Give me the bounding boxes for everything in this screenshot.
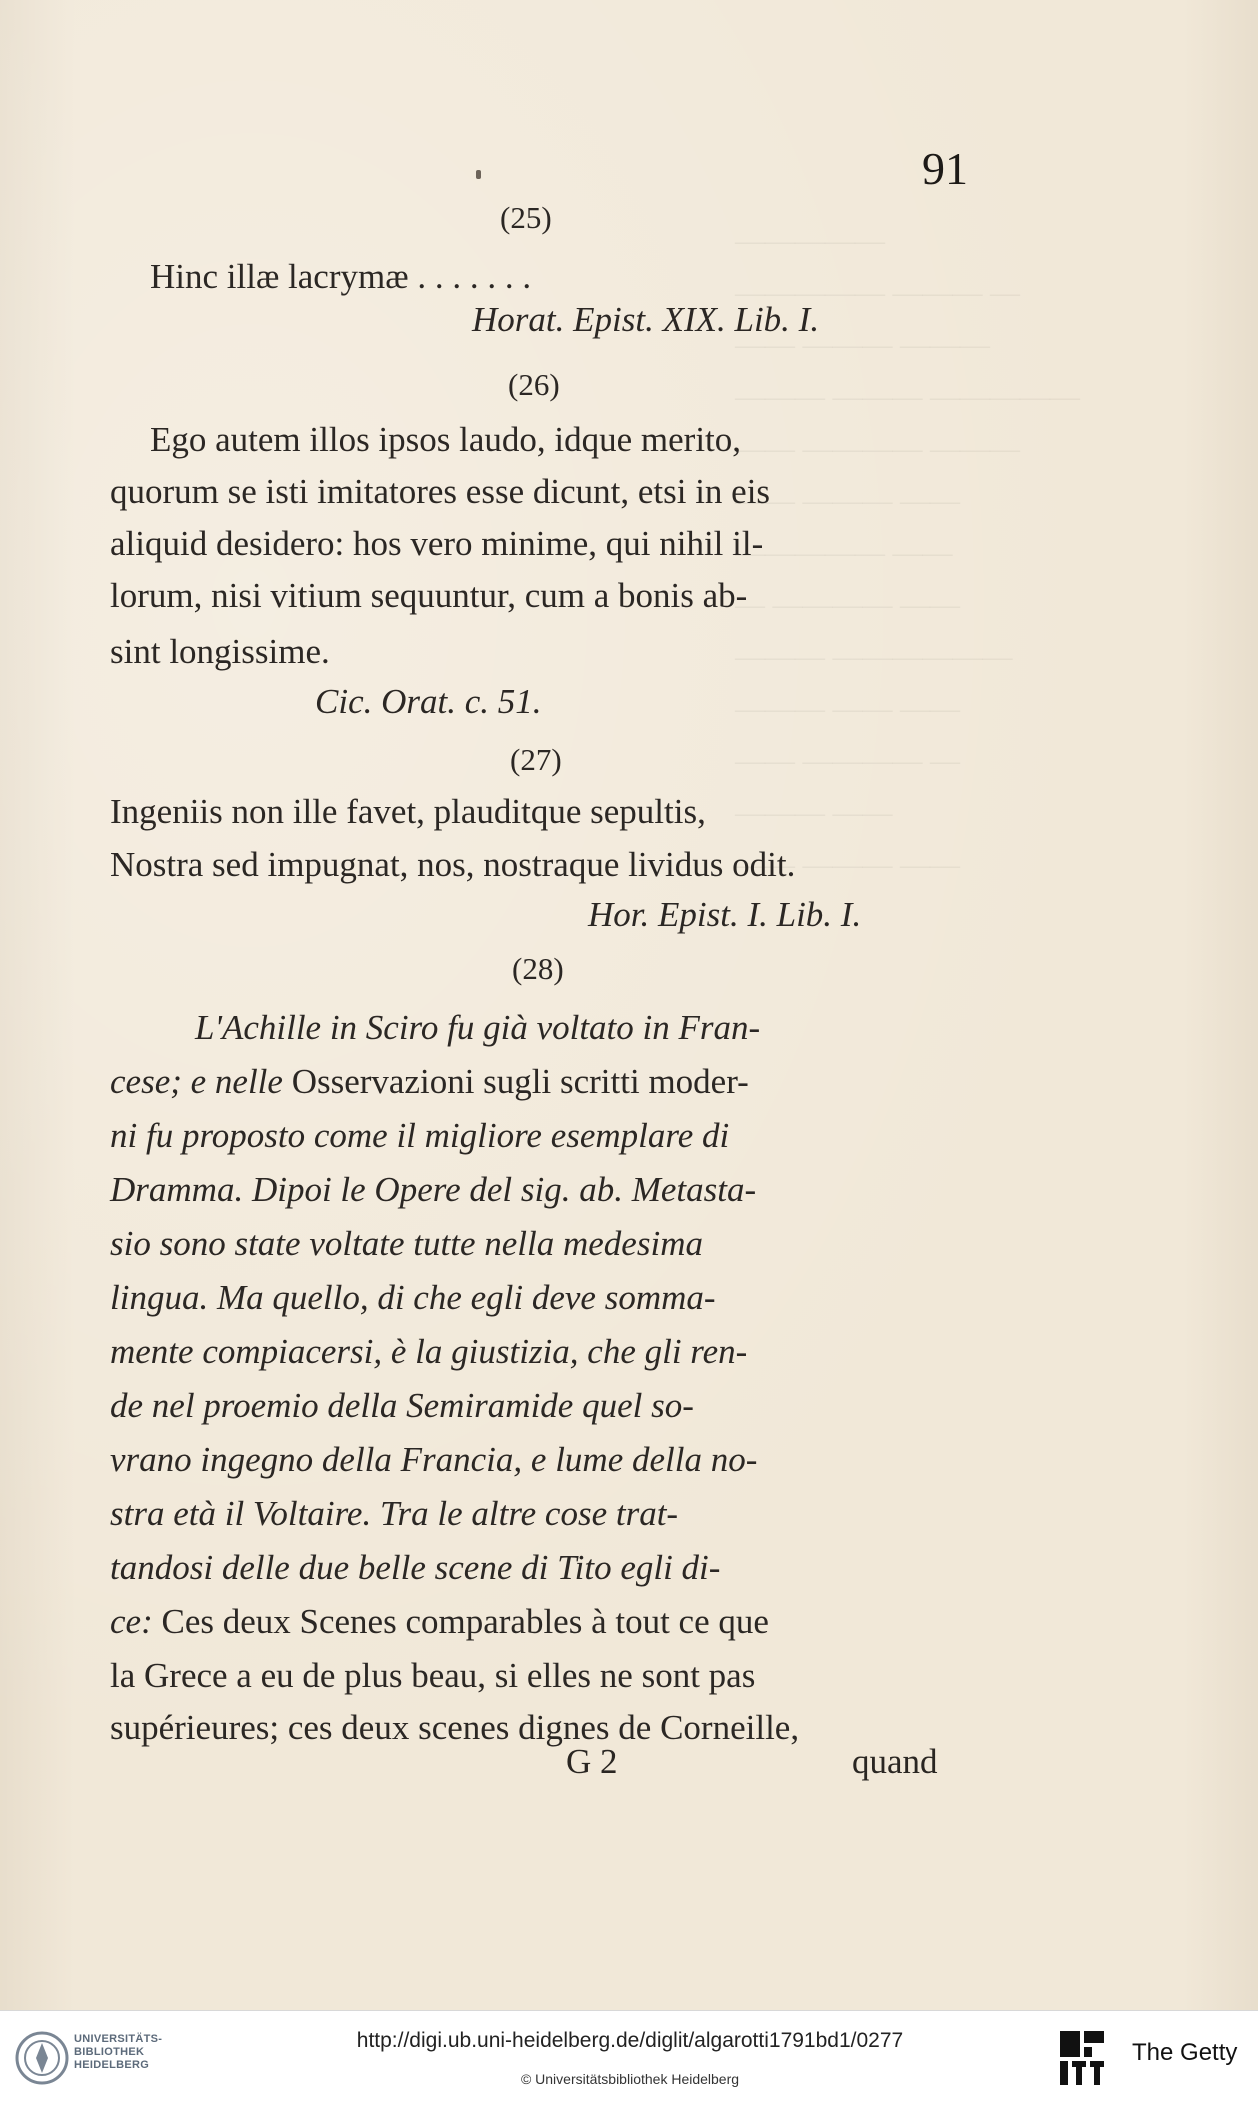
note-26-line: Ego autem illos ipsos laudo, idque merito, bbox=[150, 420, 742, 459]
note-27-citation: Hor. Epist. I. Lib. I. bbox=[588, 895, 862, 934]
note-28-french-quote: la Grece a eu de plus beau, si elles ne sont pas bbox=[110, 1656, 756, 1695]
note-28-line: stra età il Voltaire. Tra le altre cose trat- bbox=[110, 1494, 679, 1533]
note-28-line: ni fu proposto come il migliore esemplare di bbox=[110, 1116, 730, 1155]
note-28-line: L'Achille in Sciro fu già voltato in Fran- bbox=[195, 1008, 761, 1047]
note-27-verse: Ingeniis non ille favet, plauditque sepultis, bbox=[110, 792, 706, 831]
note-28-roman-run: Osservazioni sugli scritti moder- bbox=[291, 1062, 749, 1101]
note-26-line: aliquid desidero: hos vero minime, qui nihil il- bbox=[110, 524, 764, 563]
note-28-french-quote: supérieures; ces deux scenes dignes de Corneille, bbox=[110, 1708, 800, 1747]
bleed-through-text: ————— ————— ——— — —— ——— ——— ——— ——— ————— —— ———— ——— —— ——— —— ————— —— — ———— —— ——— —————— ——— —— —— —— ———— — ——— —— —— ——— —— bbox=[735, 224, 1080, 881]
note-28-line: lingua. Ma quello, di che egli deve somma- bbox=[110, 1278, 716, 1317]
institution-name bbox=[74, 2033, 162, 2072]
note-26-line: lorum, nisi vitium sequuntur, cum a bonis ab- bbox=[110, 576, 748, 615]
note-25-line: Hinc illæ lacrymæ . . . . . . . bbox=[150, 257, 532, 296]
institution-line: HEIDELBERG bbox=[74, 2059, 150, 2071]
note-28-line bbox=[110, 1060, 749, 1104]
note-number-27: (27) bbox=[510, 742, 562, 777]
note-28-italic-run: cese; e nelle bbox=[110, 1062, 283, 1101]
note-28-line bbox=[110, 1600, 769, 1644]
note-28-italic-run: ce: bbox=[110, 1602, 153, 1641]
copyright-notice: © Universitätsbibliothek Heidelberg bbox=[520, 2071, 740, 2087]
note-28-line: mente compiacersi, è la giustizia, che gli ren- bbox=[110, 1332, 748, 1371]
note-28-french-quote: Ces deux Scenes comparables à tout ce que bbox=[161, 1602, 769, 1641]
note-28-line: de nel proemio della Semiramide quel so- bbox=[110, 1386, 694, 1425]
folio-number: 91 bbox=[922, 143, 968, 194]
viewer-footer bbox=[0, 2010, 1258, 2104]
note-28-line: vrano ingegno della Francia, e lume della no- bbox=[110, 1440, 758, 1479]
ink-mark bbox=[476, 170, 481, 179]
note-28-line: sio sono state voltate tutte nella medesima bbox=[110, 1224, 703, 1263]
signature-mark: G 2 bbox=[566, 1742, 618, 1781]
note-number-26: (26) bbox=[508, 367, 560, 402]
page-foot bbox=[0, 1742, 1258, 1788]
institution-line: UNIVERSITÄTS- bbox=[74, 2033, 163, 2045]
note-27-verse: Nostra sed impugnat, nos, nostraque lividus odit. bbox=[110, 845, 796, 884]
note-26-line: quorum se isti imitatores esse dicunt, etsi in eis bbox=[110, 472, 771, 511]
partner-name[interactable]: The Getty bbox=[1132, 2039, 1238, 2066]
note-number-28: (28) bbox=[512, 951, 564, 986]
permalink[interactable]: http://digi.ub.uni-heidelberg.de/diglit/algarotti1791bd1/0277 bbox=[356, 2029, 904, 2052]
note-number-25: (25) bbox=[500, 200, 552, 235]
university-seal-icon bbox=[14, 2029, 70, 2087]
note-26-line: sint longissime. bbox=[110, 632, 330, 671]
note-25-citation: Horat. Epist. XIX. Lib. I. bbox=[472, 300, 820, 339]
catchword: quand bbox=[852, 1742, 938, 1781]
note-26-citation: Cic. Orat. c. 51. bbox=[315, 682, 542, 721]
note-28-line: Dramma. Dipoi le Opere del sig. ab. Metasta- bbox=[110, 1170, 757, 1209]
getty-logo-icon bbox=[1058, 2029, 1106, 2087]
institution-line: BIBLIOTHEK bbox=[74, 2046, 145, 2058]
note-28-line: tandosi delle due belle scene di Tito egli di- bbox=[110, 1548, 721, 1587]
